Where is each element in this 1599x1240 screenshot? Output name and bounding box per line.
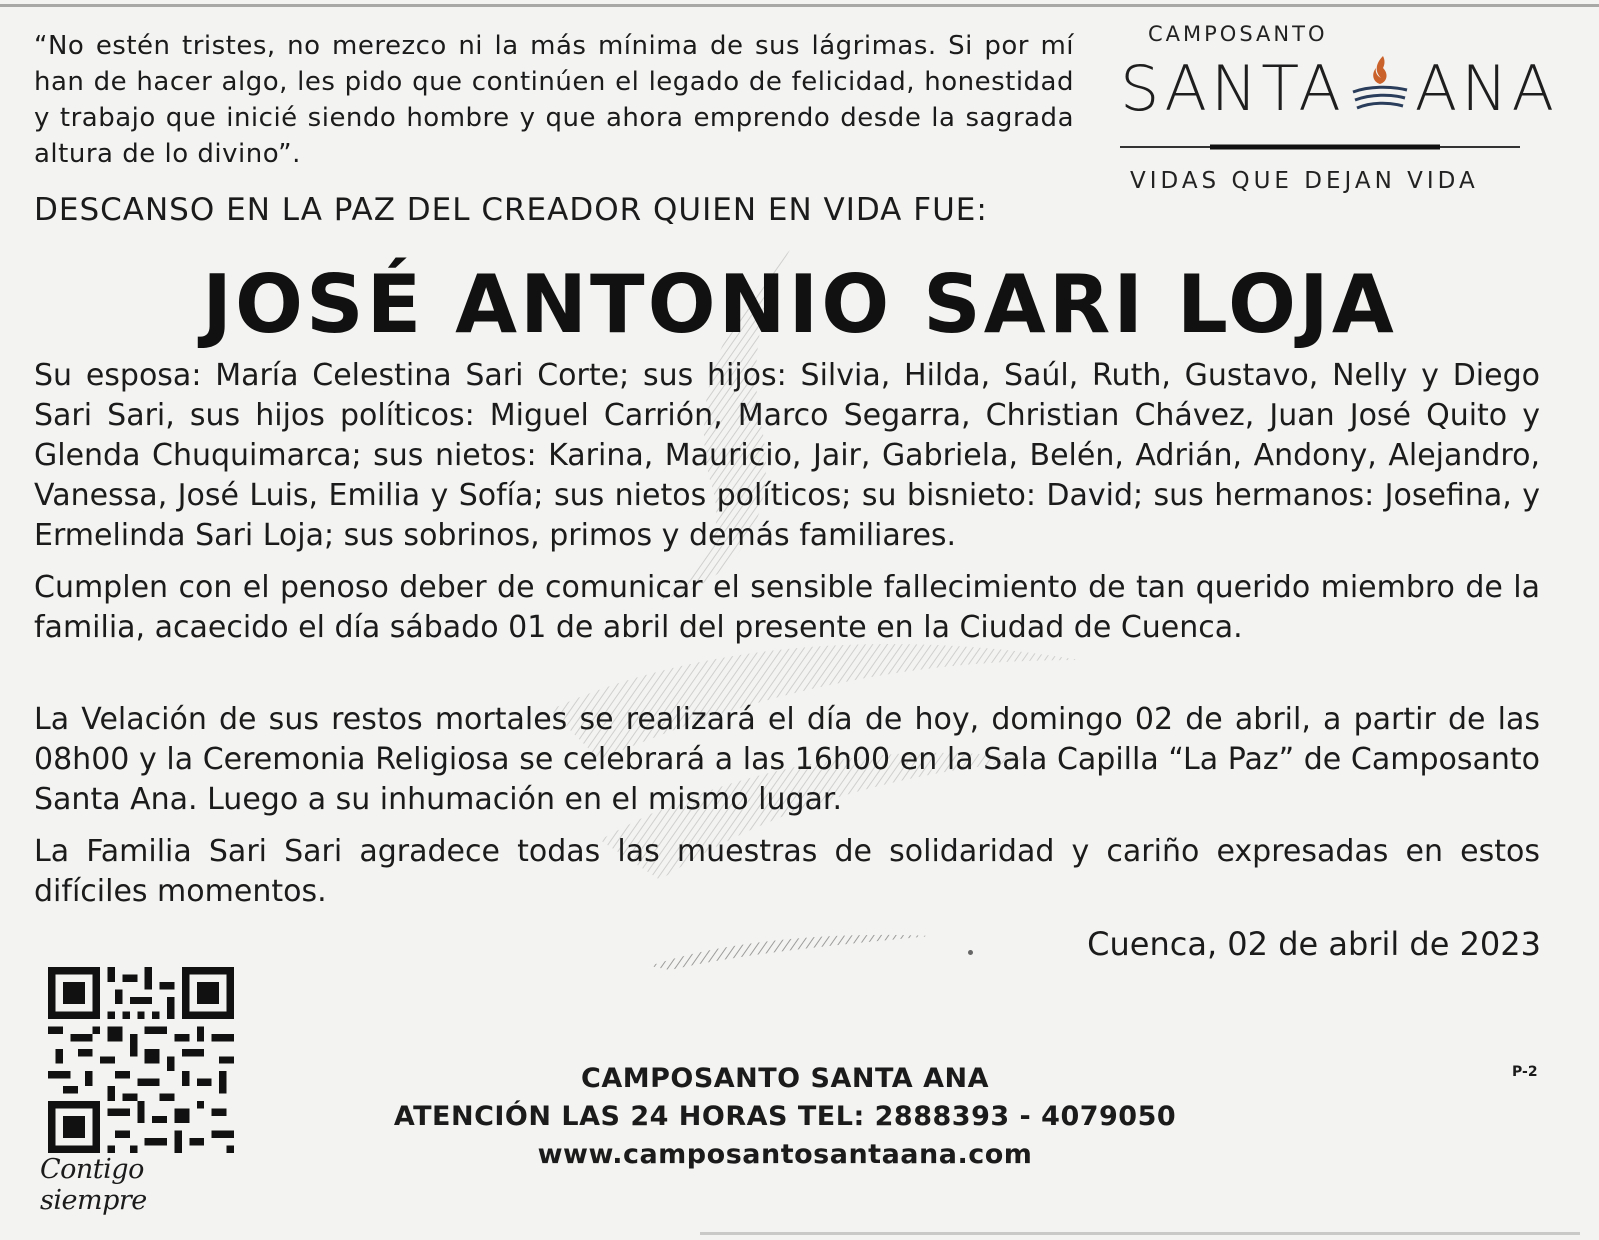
logo-kicker: CAMPOSANTO (1148, 22, 1328, 46)
footer-contact (385, 1060, 1185, 1174)
logo-name-right: ANA (1414, 52, 1558, 125)
announcement-paragraph: Cumplen con el penoso deber de comunicar el sensible fallecimiento de tan querido miembro de la familia, acaecido el día sábado 01 de abril del presente en la Ciudad de Cuenca. (34, 570, 1540, 645)
epitaph-quote: “No estén tristes, no merezco ni la más mínima de sus lágrimas. Si por mí han de hacer algo, les pido que continúen el legado de felicidad, honestidad y trabajo que inicié siendo hombre y que ahora emprendo desde la sagrada altura de lo divino”. (34, 31, 1074, 169)
qr-caption: Contigo siempre (40, 1154, 147, 1216)
decorative-brush-stroke (650, 930, 930, 970)
logo-underline (1120, 144, 1520, 150)
place-and-date: Cuenca, 02 de abril de 2023 (1087, 925, 1541, 963)
gratitude-paragraph: La Familia Sari Sari agradece todas las muestras de solidaridad y cariño expresadas en estos difíciles momentos. (34, 834, 1540, 909)
qr-code-icon[interactable] (48, 967, 234, 1153)
top-divider (0, 4, 1599, 7)
bottom-divider (700, 1232, 1580, 1235)
footer-phone: ATENCIÓN LAS 24 HORAS TEL: 2888393 - 4079050 (393, 1101, 1177, 1132)
logo-tagline: VIDAS QUE DEJAN VIDA (1130, 168, 1479, 194)
footer-website-link[interactable]: www.camposantosantaana.com (537, 1139, 1033, 1170)
logo-name-left: SANTA (1120, 52, 1345, 125)
intro-heading: DESCANSO EN LA PAZ DEL CREADOR QUIEN EN VIDA FUE: (34, 192, 988, 228)
decorative-dot (968, 950, 973, 955)
page-code: P-2 (1512, 1064, 1538, 1080)
logo-wordmark (1120, 52, 1558, 132)
footer-company: CAMPOSANTO SANTA ANA (581, 1063, 989, 1094)
family-paragraph: Su esposa: María Celestina Sari Corte; sus hijos: Silvia, Hilda, Saúl, Ruth, Gustavo, Nelly y Diego Sari Sari, sus hijos políticos: Miguel Carrión, Marco Segarra, Christian Chávez, Juan José Quito y Glenda Chuquimarca; sus nietos: Karina, Mauricio, Jair, Gabriela, Belén, Adrián, Andony, Alejandro, Vanessa, José Luis, Emilia y Sofía; sus nietos políticos; su bisnieto: David; sus hermanos: Josefina, y Ermelinda Sari Loja; sus sobrinos, primos y demás familiares. (34, 358, 1540, 553)
deceased-name: JOSÉ ANTONIO SARI LOJA (202, 258, 1397, 351)
flame-waves-icon (1349, 52, 1411, 122)
ceremony-paragraph: La Velación de sus restos mortales se realizará el día de hoy, domingo 02 de abril, a partir de las 08h00 y la Ceremonia Religiosa se celebrará a las 16h00 en la Sala Capilla “La Paz” de Camposanto Santa Ana. Luego a su inhumación en el mismo lugar. (34, 702, 1540, 817)
camposanto-logo (1120, 18, 1558, 208)
